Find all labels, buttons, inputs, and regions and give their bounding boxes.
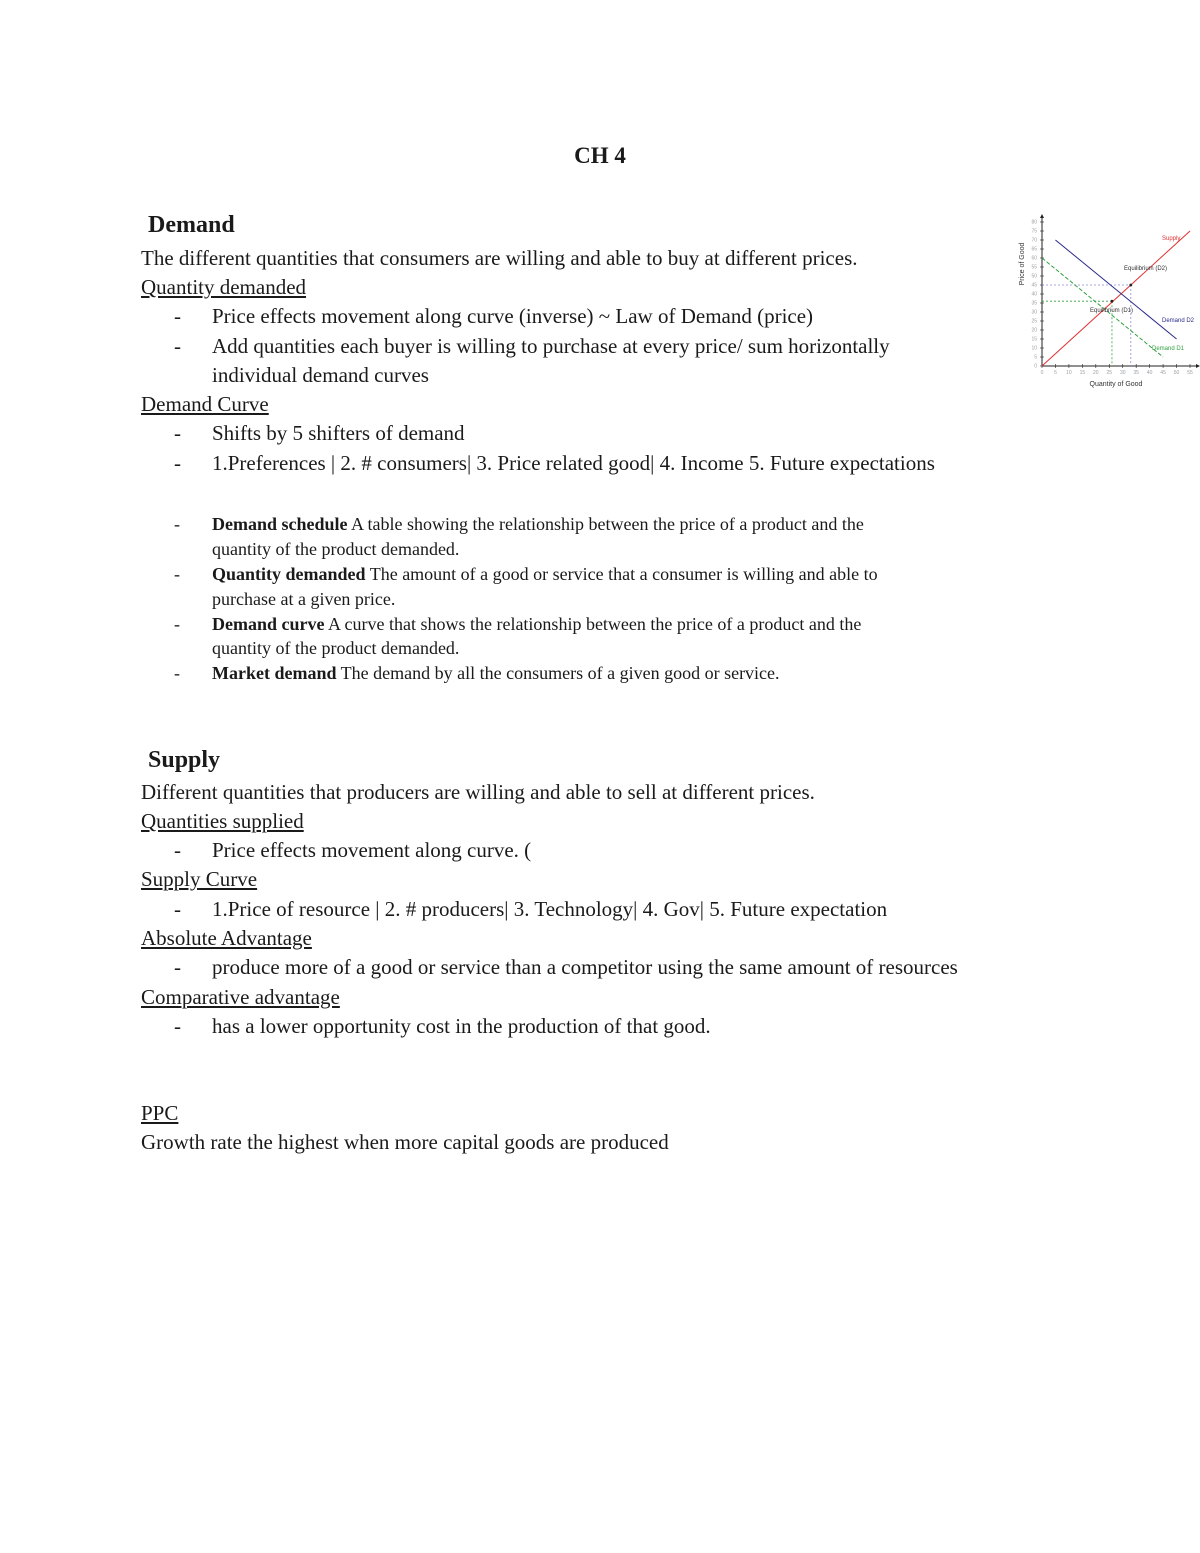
- x-tick-label: 50: [1173, 370, 1180, 376]
- x-tick-label: 15: [1079, 370, 1086, 376]
- series-label: Demand D1: [1152, 346, 1185, 352]
- supply-curve-bullet-1: 1.Price of resource | 2. # producers| 3. Technology| 4. Gov| 5. Future expectation: [212, 897, 888, 921]
- demand-curve-label: Demand Curve: [141, 392, 269, 416]
- bullet-dash: -: [174, 1014, 181, 1038]
- y-tick-label: 80: [1031, 219, 1037, 226]
- bullet-dash: -: [174, 564, 180, 584]
- supply-demand-chart: [1012, 214, 1200, 394]
- y-tick-label: 45: [1031, 282, 1037, 289]
- term-demand-curve: [212, 614, 861, 635]
- y-tick-label: 60: [1031, 255, 1037, 262]
- y-axis-label: Price of Good: [1019, 242, 1026, 286]
- y-tick-label: 70: [1031, 237, 1037, 244]
- bullet-dash: -: [174, 663, 180, 683]
- y-tick-label: 10: [1031, 345, 1037, 352]
- bullet-dash: -: [174, 955, 181, 979]
- y-tick-label: 50: [1031, 273, 1037, 280]
- x-tick-label: 30: [1119, 370, 1126, 376]
- demand-definition: The different quantities that consumers are willing and able to buy at different prices.: [141, 246, 858, 270]
- x-axis-arrow: [1196, 364, 1200, 368]
- term-name: Demand schedule: [212, 514, 348, 534]
- ppc-label: PPC: [141, 1101, 179, 1125]
- qs-bullet-1: Price effects movement along curve. (: [212, 838, 532, 862]
- demand-curve-bullet-2: 1.Preferences | 2. # consumers| 3. Price related good| 4. Income 5. Future expectations: [212, 451, 935, 475]
- series-label: Supply: [1162, 236, 1181, 242]
- series-label: Demand D2: [1162, 318, 1195, 324]
- supply-curve-label: Supply Curve: [141, 867, 258, 891]
- supply-heading: Supply: [148, 747, 221, 773]
- equilibrium-point: [1129, 284, 1132, 287]
- x-tick-label: 35: [1133, 370, 1139, 376]
- y-tick-label: 25: [1031, 318, 1037, 325]
- bullet-dash: -: [174, 838, 181, 862]
- term-definition: The amount of a good or service that a consumer is willing and able to: [365, 564, 878, 584]
- quantity-demanded-label: Quantity demanded: [141, 275, 307, 299]
- x-tick-label: 10: [1066, 370, 1072, 376]
- comparative-advantage-bullet-1: has a lower opportunity cost in the production of that good.: [212, 1014, 711, 1038]
- supply-definition: Different quantities that producers are willing and able to sell at different prices.: [141, 780, 815, 804]
- term-definition: A table showing the relationship between the price of a product and the: [347, 514, 864, 534]
- bullet-dash: -: [174, 304, 181, 328]
- equilibrium-annotation: Equilibrium (D2): [1124, 266, 1168, 272]
- qd-bullet-1: Price effects movement along curve (inverse) ~ Law of Demand (price): [212, 304, 814, 328]
- x-tick-label: 25: [1106, 370, 1113, 376]
- page-title: CH 4: [574, 143, 626, 168]
- term-definition: The demand by all the consumers of a given good or service.: [336, 663, 780, 683]
- demand-curve-bullet-1: Shifts by 5 shifters of demand: [212, 421, 465, 445]
- y-axis-arrow: [1040, 214, 1044, 218]
- supply-demand-chart-svg: [1012, 214, 1200, 394]
- absolute-advantage-label: Absolute Advantage: [141, 926, 312, 950]
- y-tick-label: 0: [1034, 363, 1037, 370]
- term-name: Market demand: [212, 663, 337, 683]
- term-name: Quantity demanded: [212, 564, 366, 584]
- x-tick-label: 55: [1187, 370, 1193, 376]
- term-quantity-demanded: [212, 564, 878, 585]
- x-tick-label: 40: [1146, 370, 1153, 376]
- bullet-dash: -: [174, 334, 181, 358]
- series-line: [1055, 240, 1176, 339]
- qd-bullet-2-continued: individual demand curves: [212, 363, 429, 387]
- comparative-advantage-label: Comparative advantage: [141, 985, 340, 1009]
- absolute-advantage-bullet-1: produce more of a good or service than a competitor using the same amount of resources: [212, 955, 958, 979]
- bullet-dash: -: [174, 614, 180, 634]
- demand-heading: Demand: [148, 212, 235, 238]
- term-demand-schedule: [212, 514, 864, 535]
- equilibrium-point: [1111, 300, 1114, 303]
- x-tick-label: 20: [1093, 370, 1099, 376]
- y-tick-label: 75: [1031, 228, 1037, 235]
- term-definition: A curve that shows the relationship between the price of a product and the: [324, 614, 862, 634]
- x-tick-label: 0: [1040, 370, 1044, 376]
- term-quantity-demanded-continued: purchase at a given price.: [212, 589, 396, 609]
- ppc-text: Growth rate the highest when more capital goods are produced: [141, 1130, 669, 1154]
- y-tick-label: 55: [1031, 264, 1037, 271]
- bullet-dash: -: [174, 421, 181, 445]
- term-demand-schedule-continued: quantity of the product demanded.: [212, 539, 460, 559]
- y-tick-label: 20: [1031, 327, 1037, 334]
- y-tick-label: 35: [1031, 300, 1037, 307]
- bullet-dash: -: [174, 897, 181, 921]
- equilibrium-annotation: Equilibrium (D1): [1090, 308, 1134, 314]
- x-axis-label: Quantity of Good: [1089, 381, 1143, 388]
- y-tick-label: 5: [1034, 354, 1037, 361]
- bullet-dash: -: [174, 451, 181, 475]
- term-demand-curve-continued: quantity of the product demanded.: [212, 638, 460, 658]
- term-name: Demand curve: [212, 614, 325, 634]
- x-tick-label: 5: [1054, 370, 1057, 376]
- x-tick-label: 45: [1160, 370, 1166, 376]
- y-tick-label: 30: [1031, 309, 1037, 316]
- bullet-dash: -: [174, 514, 180, 534]
- y-tick-label: 15: [1031, 336, 1037, 343]
- y-tick-label: 40: [1031, 291, 1037, 298]
- y-tick-label: 65: [1031, 246, 1037, 253]
- quantities-supplied-label: Quantities supplied: [141, 809, 304, 833]
- qd-bullet-2: Add quantities each buyer is willing to purchase at every price/ sum horizontally: [212, 334, 890, 358]
- term-market-demand: [212, 663, 780, 684]
